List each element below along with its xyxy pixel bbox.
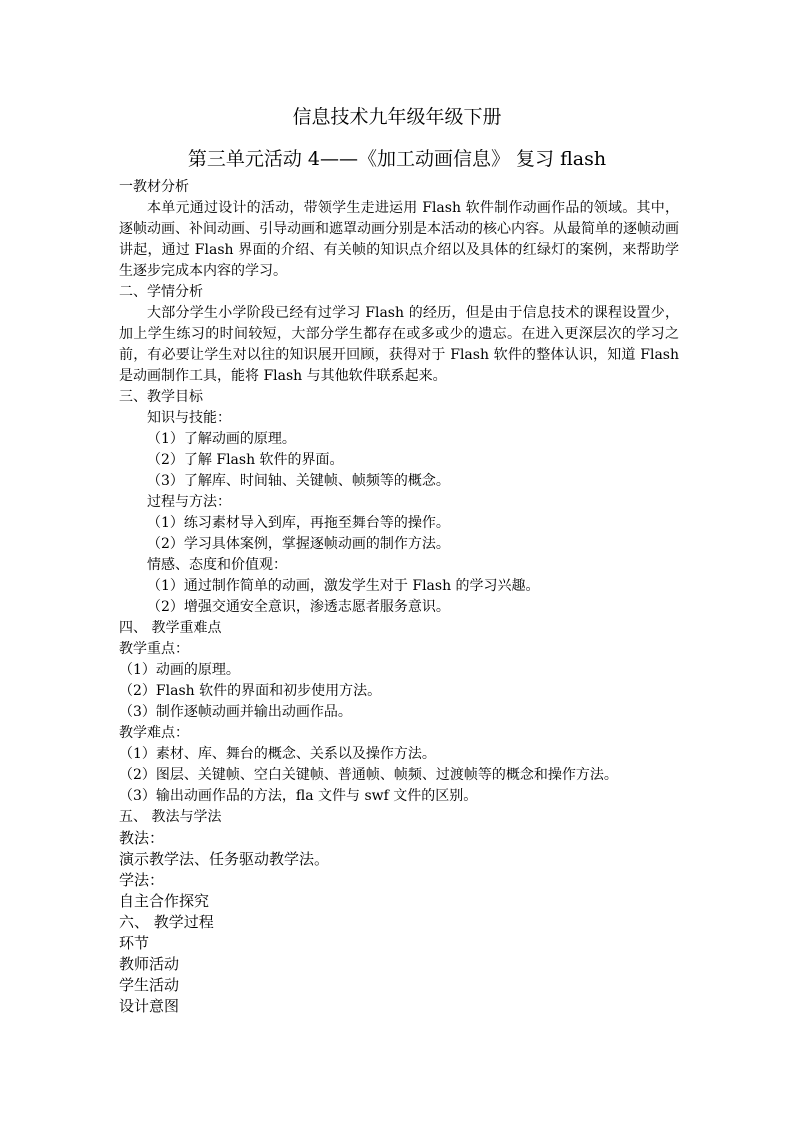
goal-3-item-1: （1）通过制作简单的动画，激发学生对于 Flash 的学习兴趣。 — [147, 578, 540, 594]
difficult-point-2: （2）图层、关键帧、空白关键帧、普通帧、帧频、过渡帧等的概念和操作方法。 — [119, 767, 618, 783]
teaching-method-label: 教法： — [119, 829, 165, 847]
goal-group-2-label: 过程与方法： — [147, 494, 231, 510]
section-2-heading: 二、学情分析 — [119, 284, 203, 300]
difficult-points-label: 教学难点： — [119, 725, 189, 741]
key-points-label: 教学重点： — [119, 641, 189, 657]
key-point-1: （1）动画的原理。 — [119, 662, 240, 678]
goal-1-item-3: （3）了解库、时间轴、关键帧、帧频等的概念。 — [147, 473, 450, 489]
key-point-3: （3）制作逐帧动画并输出动画作品。 — [119, 704, 352, 720]
section-5-heading: 五、 教法与学法 — [119, 809, 222, 825]
process-col-teacher: 教师活动 — [119, 955, 180, 973]
section-4-heading: 四、 教学重难点 — [119, 620, 222, 636]
document-body — [119, 177, 679, 1017]
goal-3-item-2: （2）增强交通安全意识，渗透志愿者服务意识。 — [147, 599, 450, 615]
document-subtitle: 第三单元活动 4——《加工动画信息》 复习 flash — [187, 148, 607, 170]
learning-method-value: 自主合作探究 — [119, 892, 210, 910]
goal-1-item-2: （2）了解 Flash 软件的界面。 — [147, 452, 344, 468]
difficult-point-1: （1）素材、库、舞台的概念、关系以及操作方法。 — [119, 746, 436, 762]
process-col-intent: 设计意图 — [119, 997, 180, 1015]
section-6-heading: 六、 教学过程 — [119, 913, 214, 931]
difficult-point-3: （3）输出动画作品的方法，fla 文件与 swf 文件的区别。 — [119, 788, 478, 804]
section-1-heading: 一教材分析 — [119, 179, 189, 195]
key-point-2: （2）Flash 软件的界面和初步使用方法。 — [119, 683, 382, 699]
document-title: 信息技术九年级年级下册 — [292, 106, 502, 128]
process-col-stage: 环节 — [119, 934, 150, 952]
process-col-student: 学生活动 — [119, 976, 180, 994]
section-2-paragraph: 大部分学生小学阶段已经有过学习 Flash 的经历，但是由于信息技术的课程设置少，加上学生练习的时间较短，大部分学生都存在或多或少的遗忘。在进入更深层次的学习之前，有必要让学生对以往的知识展开回顾，获得对于 Flash 软件的整体认识，知道 Flash 是动画制作工具，能将 Flash 与其他软件联系起来。 — [119, 305, 679, 384]
goal-2-item-1: （1）练习素材导入到库，再拖至舞台等的操作。 — [147, 515, 450, 531]
section-3-heading: 三、教学目标 — [119, 389, 203, 405]
section-1-paragraph: 本单元通过设计的活动，带领学生走进运用 Flash 软件制作动画作品的领域。其中，逐帧动画、补间动画、引导动画和遮罩动画分别是本活动的核心内容。从最简单的逐帧动画讲起，通过 Flash 界面的介绍、有关帧的知识点介绍以及具体的红绿灯的案例，来帮助学生逐步完成本内容的学习。 — [119, 200, 679, 279]
teaching-method-value: 演示教学法、任务驱动教学法。 — [119, 850, 330, 868]
goal-1-item-1: （1）了解动画的原理。 — [147, 431, 296, 447]
goal-2-item-2: （2）学习具体案例，掌握逐帧动画的制作方法。 — [147, 536, 450, 552]
goal-group-1-label: 知识与技能： — [147, 410, 231, 426]
learning-method-label: 学法： — [119, 871, 165, 889]
goal-group-3-label: 情感、态度和价值观： — [147, 557, 287, 573]
